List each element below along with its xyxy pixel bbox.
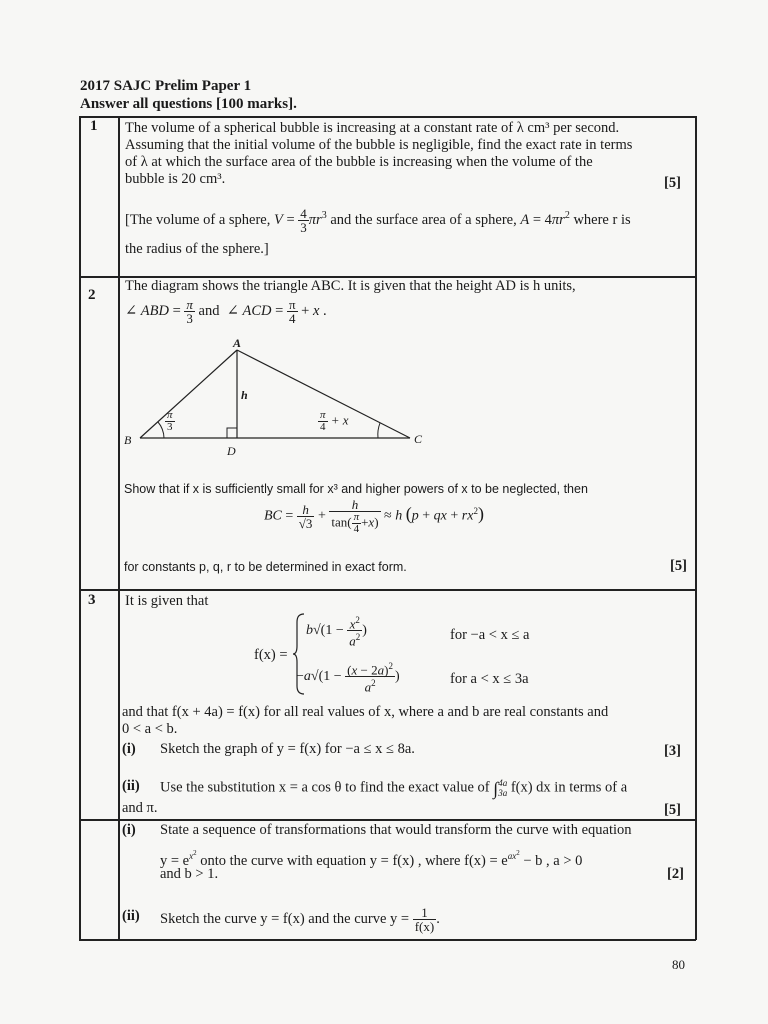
vertex-a-label: A (233, 336, 242, 350)
table-bottom-border (79, 939, 696, 941)
angle-c-den: 4 (320, 421, 326, 433)
row-divider-3 (79, 819, 696, 821)
triangle-abc-diagram (120, 330, 440, 460)
q2-marks: [5] (670, 558, 687, 574)
q1-text-line: Assuming that the initial volume of the bubble is negligible, find the exact rate in terms (125, 137, 633, 153)
q1-text-line: bubble is 20 cm³. (125, 171, 226, 187)
integral-limits: 4a 3a (498, 778, 508, 798)
table-column-divider (118, 116, 120, 940)
q2-and: and (198, 302, 220, 319)
q3-fx-label: f(x) = (254, 647, 288, 663)
fraction: $\frac{x^2}{a^2}$ (349, 615, 361, 649)
fraction: $\frac{(x - 2a)^2}{a^2}$ (347, 661, 393, 695)
table-top-border (79, 116, 696, 118)
table-right-border (695, 116, 697, 940)
angle-b-num: π (167, 409, 173, 421)
question-number: 1 (90, 118, 98, 134)
q2-show-line: Show that if x is sufficiently small for x³ and higher powers of x to be neglected, then (124, 482, 588, 496)
q2-bc-equation: BC = $\frac{h}{√3}$ + h tan( $\frac{\pi}{4}$ +x) ≈ h (p + qx + $rx^2$) (264, 497, 484, 535)
vertex-c-label: C (414, 432, 423, 446)
angle-c-tail: + x (330, 412, 349, 428)
q1-area-formula: A (520, 211, 530, 228)
q3-part-ii-label: (ii) (122, 778, 140, 794)
fraction: $\frac{\pi}{4}$ (288, 297, 296, 326)
q1-text-line: The volume of a spherical bubble is increasing at a constant rate of λ cm³ per second. (125, 120, 620, 136)
q3-part-i-label: (i) (122, 741, 136, 757)
q3-part-i-text: Sketch the graph of y = f(x) for −a ≤ x ≤ 8a. (160, 741, 415, 757)
vertex-b-label: B (124, 433, 132, 447)
q4-part-i-marks: [2] (667, 866, 684, 882)
angle-b-den: 3 (167, 421, 173, 433)
fraction: h tan( $\frac{\pi}{4}$ +x) (331, 497, 379, 535)
q4-eq-mid: onto the curve with equation y = f(x) , where f(x) = e (200, 852, 508, 869)
q3-part-ii-text-b: f(x) dx in terms of a (510, 779, 628, 796)
q1-marks: [5] (664, 175, 681, 191)
row-divider-2 (79, 589, 696, 591)
q3-intro: It is given that (125, 593, 209, 609)
q3-case-1-condition: for −a < x ≤ a (450, 627, 530, 643)
paper-instruction: Answer all questions [100 marks]. (80, 96, 297, 112)
angle-c-num: π (320, 409, 326, 421)
q3-case-2: −a√(1 − $\frac{(x - 2a)^2}{a^2}$ ) (296, 661, 400, 695)
angle-c-label (318, 410, 349, 433)
q1-volume-formula: V (273, 211, 283, 228)
q3-part-ii-text (160, 778, 627, 798)
angle-b-label (165, 410, 175, 433)
q3-part-i-marks: [3] (664, 743, 681, 759)
q1-hint-line: [The volume of a sphere, V = $\frac{4}{3}$ $\pi r^3$ and the surface area of a sphere, $A = 4\pi r^2$ where r is (125, 206, 631, 235)
q4-eq-start: y = e (160, 852, 190, 869)
q3-part-ii-text-a: Use the substitution x = a cos θ to find the exact value of (160, 779, 490, 796)
q2-constants-line: for constants p, q, r to be determined in exact form. (124, 560, 407, 574)
q1-text-line: of λ at which the surface area of the bubble is increasing when the volume of the (125, 154, 593, 170)
height-h-label: h (241, 388, 248, 402)
question-number: 2 (88, 287, 96, 303)
fraction: $\frac{1}{f(x)}$ (414, 905, 435, 934)
paper-title: 2017 SAJC Prelim Paper 1 (80, 78, 252, 94)
fraction: $\frac{4}{3}$ (300, 206, 307, 235)
q3-part-ii-line: and π. (122, 800, 158, 816)
q1-hint-line: the radius of the sphere.] (125, 241, 269, 257)
integral-sign: ∫ (493, 778, 499, 799)
q1-hint-intro: [The volume of a sphere, (125, 211, 271, 228)
q1-hint-mid: and the surface area of a sphere, (330, 211, 517, 228)
table-left-border (79, 116, 81, 940)
fraction: $\frac{\pi}{3}$ (186, 297, 193, 326)
q3-text-line: 0 < a < b. (122, 721, 178, 737)
q4-part-i-line: State a sequence of transformations that would transform the curve with equation (160, 822, 632, 838)
q4-part-i-line: and b > 1. (160, 866, 219, 882)
q3-text-line: and that f(x + 4a) = f(x) for all real values of x, where a and b are real constants and (122, 704, 609, 720)
q2-text-line: The diagram shows the triangle ABC. It is given that the height AD is h units, (125, 278, 576, 294)
question-number: 3 (88, 592, 96, 608)
q4-eq-end: − b , a > 0 (523, 852, 583, 869)
q1-hint-end: where r is (573, 211, 631, 228)
q3-case-1: b√(1 − $\frac{x^2}{a^2}$ ) (306, 615, 367, 649)
q3-case-2-condition: for a < x ≤ 3a (450, 671, 529, 687)
q4-part-i-label: (i) (122, 822, 136, 838)
q4-part-ii-text-a: Sketch the curve y = f(x) and the curve y = (160, 910, 410, 927)
q4-part-i-equation: $y = e^{x^2}$ onto the curve with equation y = f(x) , where $f(x) = e^{ax^2} - b$ , a > 0 (160, 849, 583, 869)
q2-angles: ∠ ABD = $\frac{\pi}{3}$ and ∠ ACD = $\frac{\pi}{4}$ + x . (125, 297, 327, 326)
vertex-d-label: D (227, 444, 236, 458)
q4-part-ii-text: Sketch the curve y = f(x) and the curve y = $\frac{1}{f(x)}$ . (160, 905, 440, 934)
q4-part-ii-label: (ii) (122, 908, 140, 924)
q3-part-ii-marks: [5] (664, 802, 681, 818)
page-number: 80 (672, 957, 685, 972)
fraction: $\frac{h}{√3}$ (298, 502, 313, 531)
